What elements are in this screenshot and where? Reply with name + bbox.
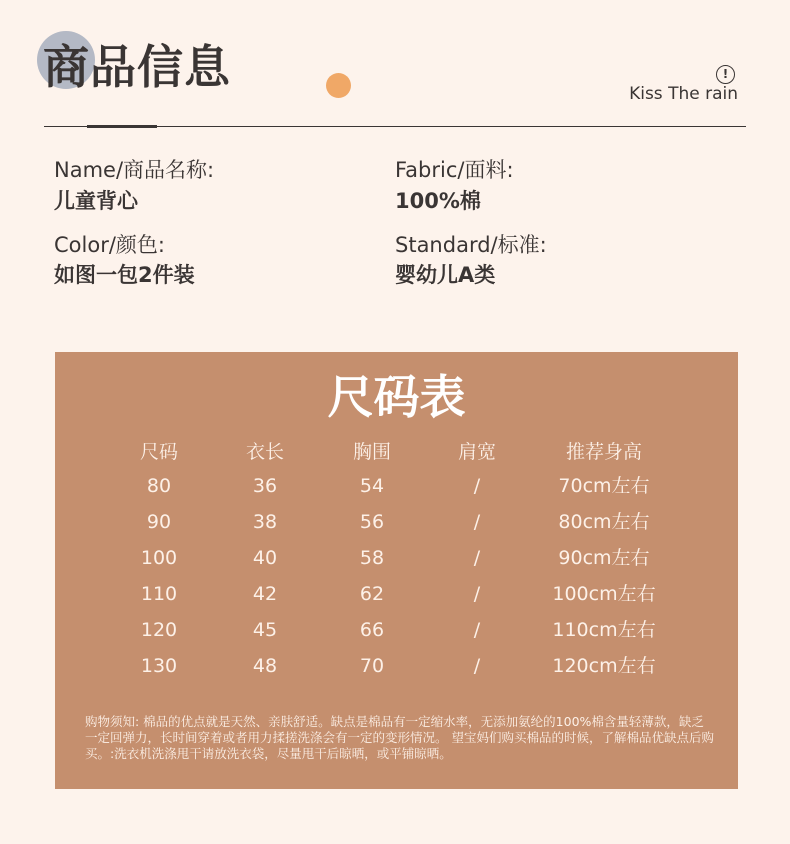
brand-label: Kiss The rain: [629, 84, 738, 104]
size-table-cell: 42: [252, 583, 278, 605]
decorative-orange-dot: [326, 73, 351, 98]
size-table-cell: 40: [252, 547, 278, 569]
size-table-cell: 56: [359, 511, 385, 533]
size-table-cell: /: [473, 475, 481, 497]
size-table-cell: 100cm左右: [552, 583, 656, 605]
size-table-cell: 62: [359, 583, 385, 605]
shopping-note: 购物须知: 棉品的优点就是天然、亲肤舒适。缺点是棉品有一定缩水率，无添加氨纶的100%棉含量轻薄款，缺乏一定回弹力，长时间穿着或者用力揉搓洗涤会有一定的变形情况。 望宝妈们购买棉品的时候，了解棉品优缺点后购买。:洗衣机洗涤甩干请放洗衣袋，尽量甩干后晾晒，或平铺晾晒。: [85, 714, 714, 761]
size-table-cell: 54: [359, 475, 385, 497]
color-label: Color/颜色:: [54, 233, 165, 257]
size-table-cell: 70cm左右: [558, 475, 650, 497]
size-table-cell: /: [473, 511, 481, 533]
name-label: Name/商品名称:: [54, 158, 215, 182]
fabric-label: Fabric/面料:: [395, 158, 514, 182]
standard-label: Standard/标准:: [395, 233, 547, 257]
name-value: 儿童背心: [54, 189, 138, 213]
size-chart-card: [55, 352, 738, 789]
size-table-header: 胸围: [352, 441, 392, 463]
size-table-cell: 58: [359, 547, 385, 569]
size-table-header: 衣长: [245, 441, 285, 463]
standard-value: 婴幼儿A类: [395, 263, 496, 287]
size-table-cell: 120: [140, 619, 178, 641]
size-table-cell: 90cm左右: [558, 547, 650, 569]
size-table-cell: 120cm左右: [552, 655, 656, 677]
size-table-cell: /: [473, 547, 481, 569]
size-table-cell: 48: [252, 655, 278, 677]
size-table-cell: 110: [140, 583, 178, 605]
size-table-cell: 130: [140, 655, 178, 677]
size-table-cell: 80: [146, 475, 172, 497]
size-table-cell: 80cm左右: [558, 511, 650, 533]
size-table-cell: 38: [252, 511, 278, 533]
size-table-header: 肩宽: [457, 441, 497, 463]
color-value: 如图一包2件装: [54, 263, 195, 287]
fabric-value: 100%棉: [395, 189, 481, 213]
size-table-cell: 90: [146, 511, 172, 533]
size-table-cell: /: [473, 583, 481, 605]
size-table-cell: /: [473, 619, 481, 641]
page-title: 商品信息: [43, 40, 231, 94]
header-divider-accent: [87, 125, 157, 128]
size-table-header: 推荐身高: [565, 441, 643, 463]
size-table-cell: 45: [252, 619, 278, 641]
size-table-cell: 110cm左右: [552, 619, 656, 641]
size-table-header: 尺码: [139, 441, 179, 463]
size-table-cell: 66: [359, 619, 385, 641]
size-table-cell: 70: [359, 655, 385, 677]
size-chart-title: 尺码表: [327, 370, 466, 424]
info-icon: !: [716, 65, 735, 84]
size-table-cell: 36: [252, 475, 278, 497]
size-table-cell: /: [473, 655, 481, 677]
size-table-cell: 100: [140, 547, 178, 569]
